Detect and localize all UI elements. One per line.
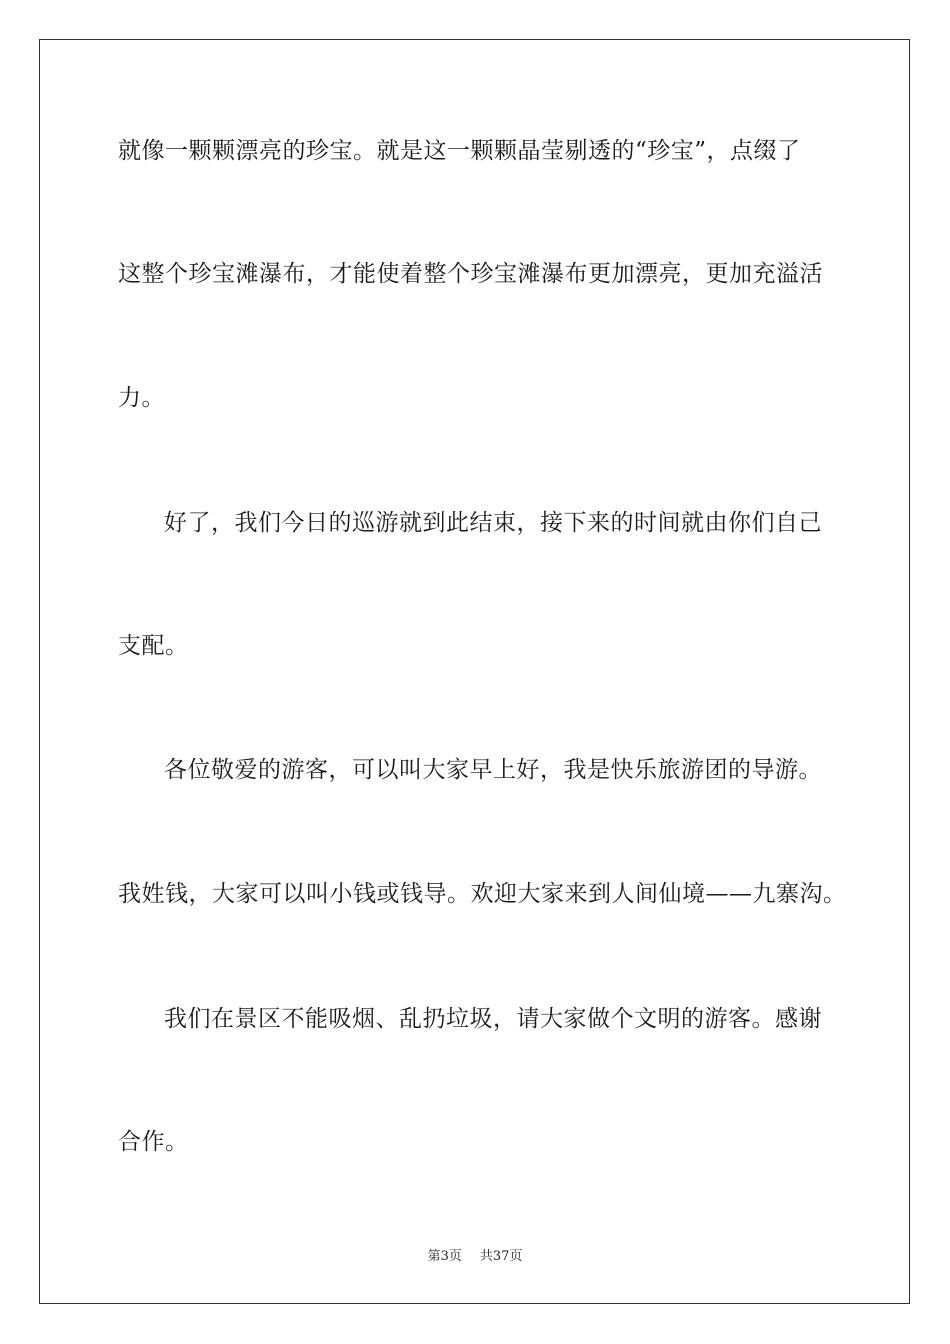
page-border: [39, 39, 910, 1304]
paragraph-line-1: 就像一颗颗漂亮的珍宝。就是这一颗颗晶莹剔透的“珍宝”，点缀了: [118, 138, 801, 164]
paragraph-line-7: 我姓钱，大家可以叫小钱或钱导。欢迎大家来到人间仙境——九寨沟。: [118, 881, 847, 907]
paragraph-line-5: 支配。: [118, 633, 189, 659]
page-number: 第3页: [427, 1249, 462, 1264]
page-footer: [0, 1249, 950, 1265]
paragraph-line-6: 各位敬爱的游客，可以叫大家早上好，我是快乐旅游团的导游。: [164, 757, 822, 783]
paragraph-line-9: 合作。: [118, 1129, 189, 1155]
paragraph-line-4: 好了，我们今日的巡游就到此结束，接下来的时间就由你们自己: [164, 510, 822, 536]
paragraph-line-2: 这整个珍宝滩瀑布，才能使着整个珍宝滩瀑布更加漂亮，更加充溢活: [118, 261, 823, 287]
paragraph-line-8: 我们在景区不能吸烟、乱扔垃圾，请大家做个文明的游客。感谢: [164, 1006, 822, 1032]
paragraph-line-3: 力。: [118, 385, 165, 411]
page-total: 共37页: [479, 1249, 523, 1264]
